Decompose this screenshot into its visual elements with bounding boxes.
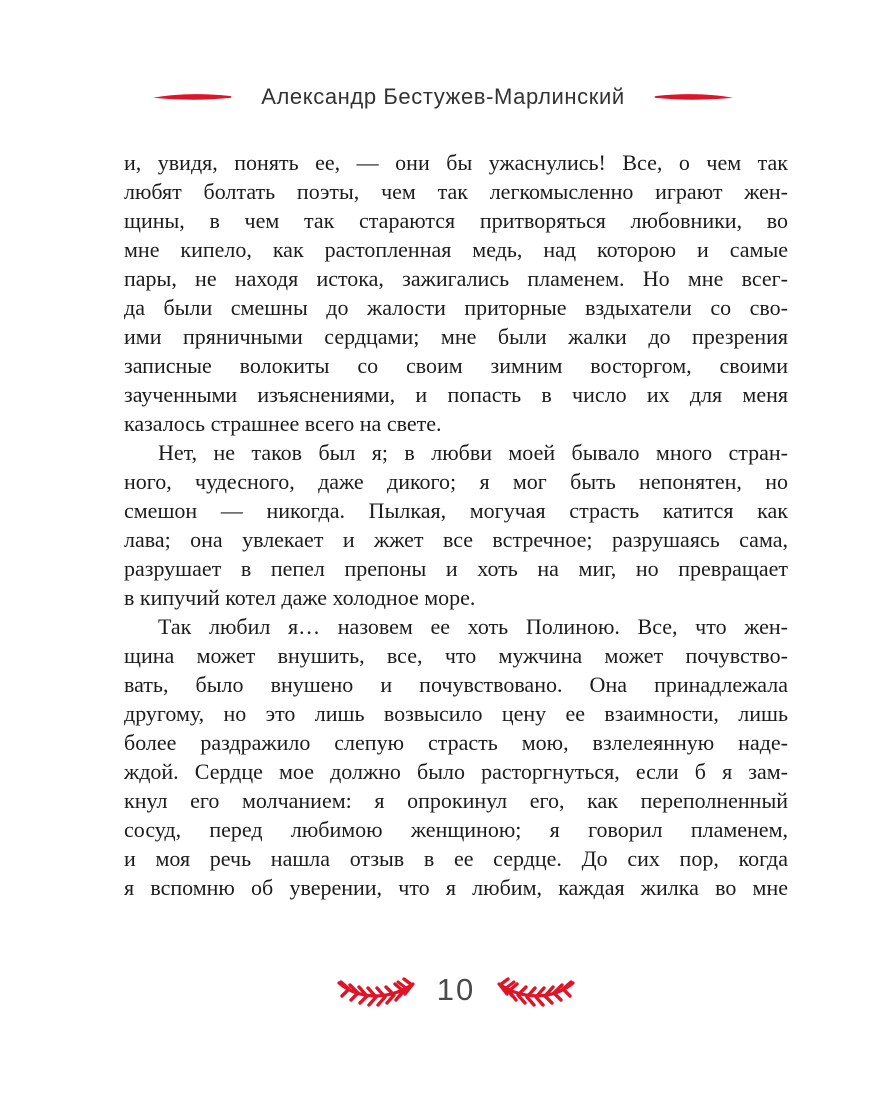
author-name: Александр Бестужев-Марлинский <box>261 84 625 109</box>
text-line: я вспомню об уверении, что я любим, каждая жилка во мне <box>124 875 788 900</box>
page-number: 10 <box>436 972 476 1007</box>
text-line: заученными изъяснениями, и попасть в число их для меня <box>124 382 788 407</box>
fir-branch-icon <box>336 970 416 1010</box>
paragraph <box>124 148 788 438</box>
text-line: ного, чудесного, даже дикого; я мог быть непонятен, но <box>124 469 788 494</box>
text-line: записные волокиты со своим зимним восторгом, своими <box>124 353 788 378</box>
text-line: ими пряничными сердцами; мне были жалки до презрения <box>124 324 788 349</box>
text-line: в кипучий котел даже холодное море. <box>124 585 476 610</box>
text-line: и моя речь нашла отзыв в ее сердце. До сих пор, когда <box>124 846 788 871</box>
tapered-dash-icon <box>653 91 733 103</box>
text-line: сосуд, перед любимою женщиною; я говорил пламенем, <box>124 817 788 842</box>
text-line: разрушает в пепел препоны и хоть на миг, но превращает <box>124 556 788 581</box>
text-line: мне кипело, как растопленная медь, над которою и самые <box>124 237 788 262</box>
text-line: да были смешны до жалости приторные вздыхатели со сво- <box>124 295 788 320</box>
text-line: Нет, не таков был я; в любви моей бывало много стран- <box>158 440 788 465</box>
text-line: щины, в чем так стараются притворяться любовники, во <box>124 208 788 233</box>
page-header <box>0 84 886 110</box>
text-line: щина может внушить, все, что мужчина может почувство- <box>124 643 788 668</box>
text-line: кнул его молчанием: я опрокинул его, как переполненный <box>124 788 788 813</box>
text-line: ждой. Сердце мое должно было расторгнуться, если б я зам- <box>124 759 788 784</box>
body-text <box>124 148 788 902</box>
text-line: пары, не находя истока, зажигались пламенем. Но мне всег- <box>124 266 788 291</box>
text-line: и, увидя, понять ее, — они бы ужаснулись! Все, о чем так <box>124 150 788 175</box>
text-line: смешон — никогда. Пылкая, могучая страсть катится как <box>124 498 788 523</box>
text-line: Так любил я… назовем ее хоть Полиною. Все, что жен- <box>158 614 788 639</box>
text-line: более раздражило слепую страсть мою, взлелеянную наде- <box>124 730 788 755</box>
text-line: любят болтать поэты, чем так легкомысленно играют жен- <box>124 179 788 204</box>
text-line: вать, было внушено и почувствовано. Она принадлежала <box>124 672 788 697</box>
tapered-dash-icon <box>153 91 233 103</box>
text-line: другому, но это лишь возвысило цену ее взаимности, лишь <box>124 701 788 726</box>
paragraph <box>124 612 788 902</box>
paragraph <box>124 438 788 612</box>
text-line: казалось страшнее всего на свете. <box>124 411 442 436</box>
text-line: лава; она увлекает и жжет все встречное; разрушаясь сама, <box>124 527 788 552</box>
fir-branch-icon <box>496 970 576 1010</box>
page-footer <box>124 970 788 1010</box>
